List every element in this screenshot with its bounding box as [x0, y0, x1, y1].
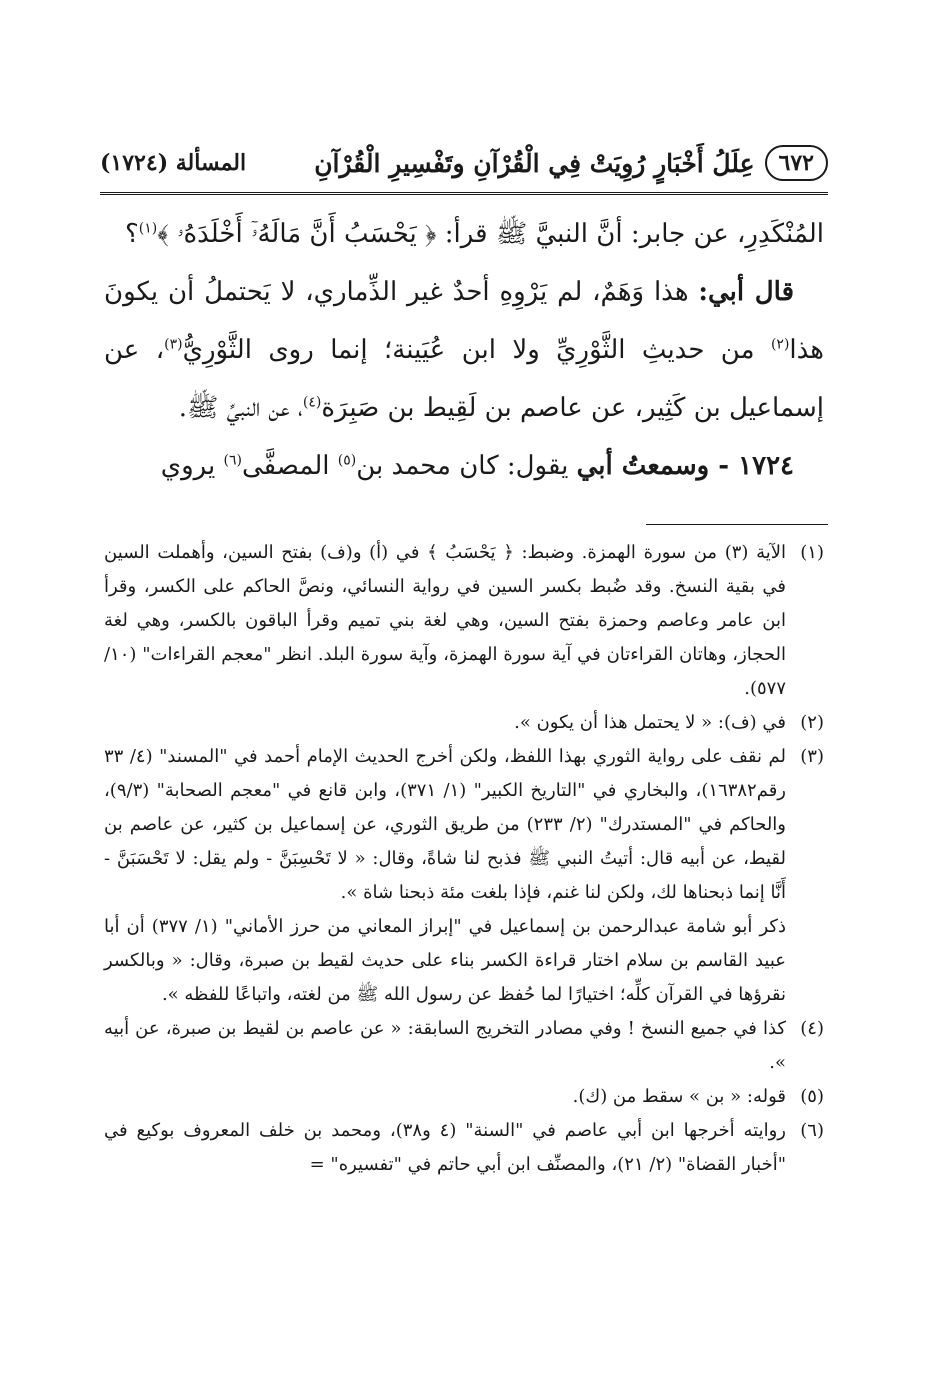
footnote-ref: (٦) — [223, 452, 242, 469]
speaker-label: قال أبي: — [698, 277, 794, 307]
main-paragraph-2 — [104, 263, 824, 437]
text-span: المصفَّى — [241, 451, 338, 481]
text-span: من حديثِ الثَّوْرِيِّ ولا ابن عُيَينة؛ إنما روى الثَّوْرِيُّ — [182, 335, 771, 365]
footnote-text: كذا في جميع النسخ ! وفي مصادر التخريج السابقة: « عن عاصم بن لقيط بن صبرة، عن أبيه ». — [104, 1018, 786, 1073]
issue-heading: ١٧٢٤ - وسمعتُ أبي — [576, 451, 794, 481]
footnote-ref: (٣) — [164, 336, 183, 353]
footnote-number: (٣) — [800, 746, 824, 767]
footnote-ref: (٢) — [770, 336, 790, 353]
footnote-1 — [104, 536, 824, 706]
footnote-ref: (٤) — [302, 394, 322, 411]
footnote-separator — [646, 524, 828, 525]
main-paragraph-1 — [104, 205, 824, 263]
running-header — [100, 134, 828, 192]
footnote-number: (٦) — [800, 1120, 824, 1141]
main-text — [104, 205, 824, 495]
text-span: ؟ — [124, 219, 139, 249]
header-rule — [100, 192, 828, 195]
footnote-ref: (٥) — [337, 452, 357, 469]
book-title: عِلَلُ أَخْبَارٍ رُوِيَتْ فِي الْقُرْآنِ وتَفْسِيرِ الْقُرْآنِ — [314, 148, 755, 178]
footnote-text: لم نقف على رواية الثوري بهذا اللفظ، ولكن أخرج الحديث الإمام أحمد في "المسند" (٤/ ٣٣ رقم١٦٣٨٢)، والبخاري في "التاريخ الكبير" (١/ ٣٧١)، وابن قانع في "معجم الصحابة" (٩/٣)، والحاكم في "المستدرك" (٢/ ٢٣٣) من طريق الثوري، عن إسماعيل بن كثير، عن عاصم بن لقيط، عن أبيه قال: أتيتُ النبي ﷺ فذبح لنا شاةً، وقال: « لا تَحْسِبَنَّ - ولم يقل: لا تَحْسَبَنَّ - أَنَّا إنما ذبحناها لك، ولكن لنا غنم، فإذا بلغت مئة ذبحنا شاة ». — [104, 746, 786, 903]
footnote-3 — [104, 740, 824, 1012]
footnote-text: في (ف): « لا يحتمل هذا أن يكون ». — [514, 712, 786, 733]
footnote-2 — [104, 706, 824, 740]
footnote-text: قوله: « بن » سقط من (ك). — [572, 1086, 786, 1107]
footnote-5 — [104, 1080, 824, 1114]
footnote-4 — [104, 1012, 824, 1080]
page-number: ٦٧٢ — [765, 145, 828, 181]
footnote-number: (١) — [800, 542, 824, 563]
text-span: ، عن إسماعيل بن كَثِير، عن عاصم بن لَقِيط بن صَبِرَة — [104, 335, 824, 423]
footnote-6 — [104, 1114, 824, 1182]
issue-number: المسألة (١٧٢٤) — [100, 150, 247, 176]
footnote-text: ذكر أبو شامة عبدالرحمن بن إسماعيل في "إبراز المعاني من حرز الأماني" (١/ ٣٧٧) أن أبا عبيد القاسم بن سلام اختار قراءة الكسر بناء على حديث لقيط بن صبرة، وقال: « وبالكسر نقرؤها في القرآن كلِّه؛ اختيارًا لما حُفظ عن رسول الله ﷺ من لغته، واتباعًا للفظه ». — [104, 916, 786, 1005]
footnotes — [104, 536, 824, 1182]
text-span: المُنْكَدِرِ، عن جابر: أنَّ النبيَّ ﷺ قرأ: ﴿ يَحْسَبُ أَنَّ مَالَهُۥٓ أَخْلَدَهُۥ ﴾ — [157, 219, 824, 249]
footnote-ref: (١) — [138, 220, 158, 237]
footnote-number: (٢) — [800, 712, 824, 733]
footnote-number: (٥) — [800, 1086, 824, 1107]
main-paragraph-3 — [104, 437, 824, 495]
text-span: هذا وَهَمٌ، لم يَرْوِهِ أحدٌ غير الذِّماري، لا يَحتملُ أن يكونَ هذا — [104, 277, 825, 365]
text-span: يقول: كان محمد بن — [356, 451, 577, 481]
text-span: ، عن النبيِّ ﷺ. — [178, 393, 303, 423]
footnote-text: روايته أخرجها ابن أبي عاصم في "السنة" (٤ و٣٨)، ومحمد بن خلف المعروف بوكيع في "أخبار القضاة" (٢/ ٢١)، والمصنِّف ابن أبي حاتم في "تفسيره" = — [104, 1120, 786, 1175]
footnote-number: (٤) — [800, 1018, 824, 1039]
footnote-text: الآية (٣) من سورة الهمزة. وضبط: ﴿ يَحْسَبُ ﴾ في (أ) و(ف) بفتح السين، وأهملت السين في بقية النسخ. وقد ضُبط بكسر السين في رواية النسائي، ونصَّ الحاكم على الكسر، وقرأ ابن عامر وعاصم وحمزة بفتح السين، وهي لغة بني تميم وقرأ الباقون بالكسر، وهي لغة الحجاز، وهاتان القراءتان في آية سورة الهمزة، وآية سورة البلد. انظر "معجم القراءات" (١٠/ ٥٧٧). — [104, 542, 786, 699]
text-span: يروي — [160, 451, 224, 481]
